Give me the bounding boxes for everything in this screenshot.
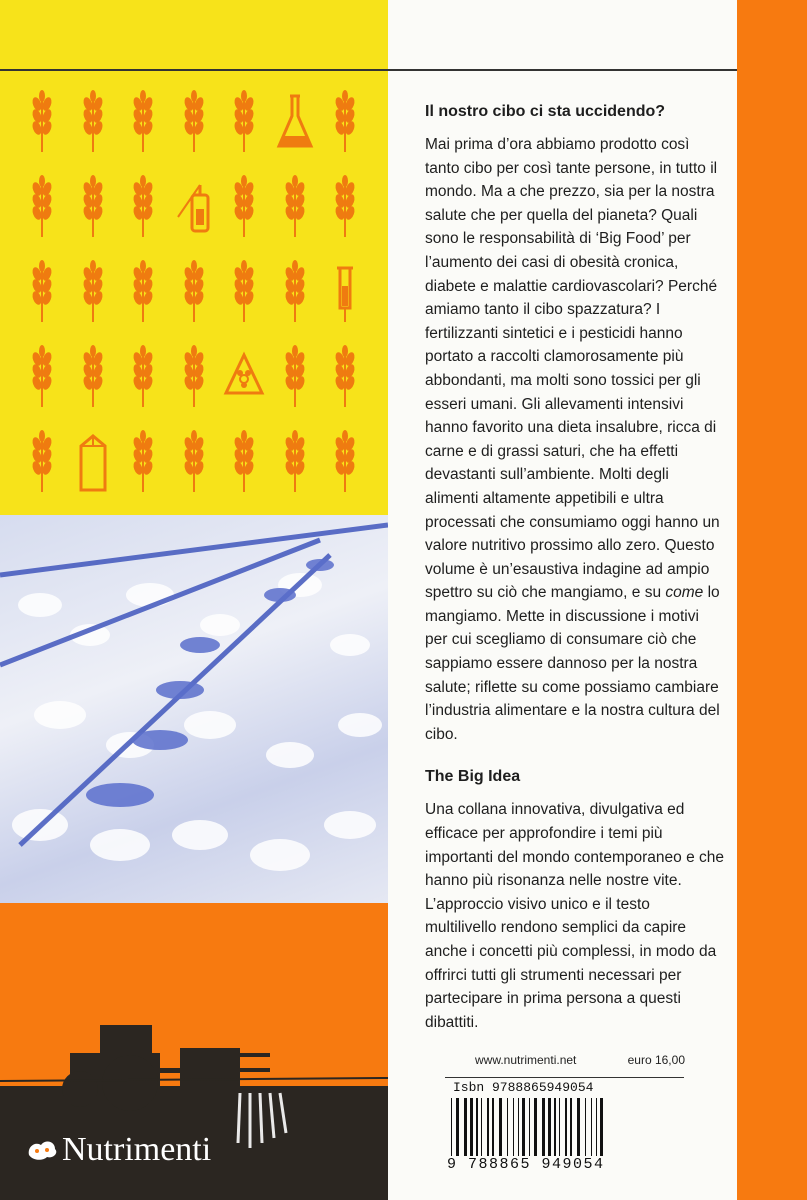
wheat-icon	[20, 258, 64, 326]
wheat-icon	[71, 88, 115, 156]
isbn-label: Isbn 9788865949054	[453, 1080, 594, 1095]
sprayer-icon	[172, 173, 216, 241]
wheat-icon	[20, 88, 64, 156]
price-row	[475, 1053, 685, 1067]
blurb-part-2: lo mangiamo. Mette in discussione i motivi per cui scegliamo di consumare ciò che sappiamo essere dannoso per la nostra salute; riflette su come possiamo cambiare l’industria alimentare e la nostra cultura del cibo.	[425, 584, 720, 743]
wheat-icon	[172, 428, 216, 496]
wheat-icon	[323, 428, 367, 496]
wheat-icon	[222, 258, 266, 326]
barcode	[445, 1077, 684, 1178]
wheat-icon	[121, 258, 165, 326]
blurb-part-1: Mai prima d’ora abbiamo prodotto così tanto cibo per così tante persone, in tutto il mondo. Ma a che prezzo, sia per la nostra salute che per quella del pianeta? Quali sono le responsabilità di ‘Big Food’ per l’aumento dei casi di obesità cronica, diabete e malattie cardiovascolari? Perché amiamo tanto il cibo spazzatura? I fertilizzanti sintetici e i pesticidi hanno portato a raccolti clamorosamente più abbondanti, ma molti sono tossici per gli esseri umani. Gli allevamenti intensivi hanno favorito una dieta insalubre, ricca di carne e di grassi saturi, che ha effetti devastanti sull’ambiente. Molti degli alimenti altamente appetibili e ultra processati che consumiamo oggi hanno un valore nutritivo prossimo allo zero. Questo volume è un’esaustiva indagine ad ampio spettro su ciò che mangiamo, e su	[425, 136, 720, 602]
wheat-icon	[20, 173, 64, 241]
wheat-icon	[222, 173, 266, 241]
publisher-logo-icon	[25, 1137, 59, 1163]
orange-spine-strip	[737, 0, 807, 1200]
wheat-icon	[172, 343, 216, 411]
syringe-icon	[323, 258, 367, 326]
wheat-icon	[71, 343, 115, 411]
blurb-heading: Il nostro cibo ci sta uccidendo?	[425, 103, 666, 120]
wheat-icon	[71, 173, 115, 241]
poultry-farm-photo	[0, 515, 388, 903]
wheat-icon	[273, 343, 317, 411]
price-label: euro 16,00	[627, 1053, 685, 1067]
wheat-icon	[323, 343, 367, 411]
barcode-digits: 9 788865 949054	[447, 1156, 605, 1173]
wheat-icon	[20, 343, 64, 411]
wheat-icon	[273, 428, 317, 496]
blurb-paragraph	[425, 133, 725, 746]
series-heading: The Big Idea	[425, 768, 521, 786]
wheat-icon	[20, 428, 64, 496]
website-link[interactable]: www.nutrimenti.net	[475, 1053, 577, 1067]
biohazard-icon	[222, 343, 266, 411]
wheat-icon	[172, 258, 216, 326]
blurb-italic: come	[665, 584, 704, 602]
wheat-icon	[172, 88, 216, 156]
wheat-icon	[273, 173, 317, 241]
milk-carton-icon	[71, 428, 115, 496]
wheat-icon	[121, 428, 165, 496]
wheat-icon	[273, 258, 317, 326]
barcode-bars	[451, 1098, 677, 1156]
flask-icon	[273, 88, 317, 156]
wheat-icon	[222, 88, 266, 156]
wheat-icon	[121, 173, 165, 241]
wheat-icon	[71, 258, 115, 326]
top-rule	[0, 69, 737, 71]
wheat-icon	[121, 88, 165, 156]
agriculture-icon-grid	[20, 88, 370, 508]
back-cover-text	[425, 103, 725, 1034]
wheat-icon	[323, 173, 367, 241]
wheat-icon	[222, 428, 266, 496]
wheat-icon	[323, 88, 367, 156]
series-paragraph: Una collana innovativa, divulgativa ed efficace per approfondire i temi più importanti del mondo contemporaneo e che hanno più risonanza nelle nostre vite. L’approccio visivo unico e il testo multilivello rendono semplici da capire anche i concetti più complessi, in modo da offrirci tutti gli strumenti necessari per partecipare in prima persona a questi dibattiti.	[425, 801, 724, 1031]
wheat-icon	[121, 343, 165, 411]
publisher-name: Nutrimenti	[62, 1131, 212, 1168]
